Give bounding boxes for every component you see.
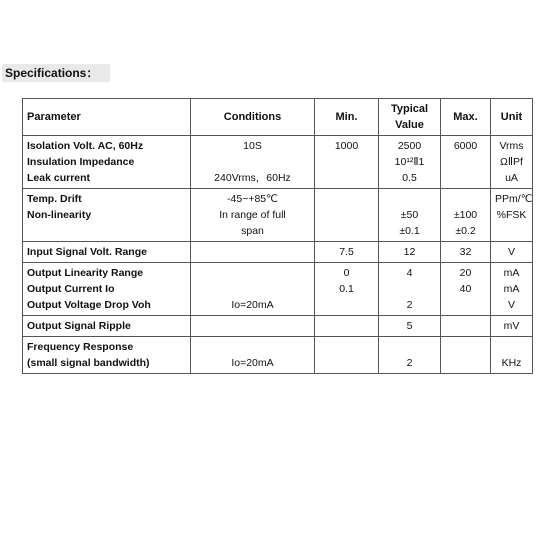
empty-line xyxy=(495,223,528,239)
parameter-line: Insulation Impedance xyxy=(27,156,135,168)
cell-conditions xyxy=(191,242,315,263)
cell-unit xyxy=(491,189,533,242)
cell-unit xyxy=(491,263,533,316)
cell-max xyxy=(441,136,491,189)
min-line: 0.1 xyxy=(339,283,354,295)
cell-conditions xyxy=(191,136,315,189)
empty-line xyxy=(195,318,310,334)
unit-line: V xyxy=(507,299,515,311)
conditions-line: -45~+85℃ xyxy=(227,193,278,205)
typical-line: 0.5 xyxy=(402,172,417,184)
unit-line: KHz xyxy=(501,357,522,369)
table-row xyxy=(23,316,533,337)
empty-line xyxy=(445,154,486,170)
unit-line: %FSK xyxy=(496,209,527,221)
header-unit: Unit xyxy=(491,99,533,136)
max-line: 20 xyxy=(459,267,472,279)
header-min: Min. xyxy=(315,99,379,136)
empty-line xyxy=(445,355,486,371)
parameter-line: Non-linearity xyxy=(27,209,92,221)
cell-parameter xyxy=(23,242,191,263)
parameter-line: Output Signal Ripple xyxy=(27,320,131,332)
empty-line xyxy=(319,207,374,223)
cell-min xyxy=(315,136,379,189)
unit-line: Vrms xyxy=(499,140,524,152)
cell-max xyxy=(441,337,491,374)
empty-line xyxy=(495,339,528,355)
cell-typical xyxy=(379,242,441,263)
cell-parameter xyxy=(23,189,191,242)
empty-line xyxy=(445,318,486,334)
empty-line xyxy=(383,339,436,355)
cell-typical xyxy=(379,337,441,374)
cell-typical xyxy=(379,189,441,242)
table-body xyxy=(23,136,533,374)
unit-line: PPm/℃ xyxy=(495,193,533,205)
typical-line: ±0.1 xyxy=(399,225,420,237)
cell-conditions xyxy=(191,189,315,242)
min-line: 7.5 xyxy=(339,246,354,258)
empty-line xyxy=(445,297,486,313)
conditions-line: span xyxy=(241,225,264,237)
max-line: ±100 xyxy=(453,209,478,221)
empty-line xyxy=(319,318,374,334)
parameter-line: Output Voltage Drop Voh xyxy=(27,299,151,311)
empty-line xyxy=(383,281,436,297)
conditions-line: Io=20mA xyxy=(231,357,274,369)
specifications-table xyxy=(22,98,533,374)
cell-parameter xyxy=(23,263,191,316)
empty-line xyxy=(319,191,374,207)
cell-conditions xyxy=(191,337,315,374)
cell-min xyxy=(315,242,379,263)
max-line: 32 xyxy=(459,246,472,258)
typical-line: 5 xyxy=(406,320,413,332)
cell-max xyxy=(441,316,491,337)
conditions-line: In range of full xyxy=(219,209,286,221)
header-typical xyxy=(379,99,441,136)
empty-line xyxy=(195,244,310,260)
cell-unit xyxy=(491,316,533,337)
max-line: 40 xyxy=(459,283,472,295)
max-line: 6000 xyxy=(453,140,478,152)
cell-unit xyxy=(491,242,533,263)
empty-line xyxy=(445,170,486,186)
cell-max xyxy=(441,263,491,316)
typical-line: 2500 xyxy=(397,140,422,152)
table-row xyxy=(23,189,533,242)
unit-line: ΩⅡPf xyxy=(500,156,523,168)
parameter-line: (small signal bandwidth) xyxy=(27,357,150,369)
unit-line: uA xyxy=(505,172,518,184)
parameter-line: Temp. Drift xyxy=(27,193,82,205)
cell-unit xyxy=(491,136,533,189)
table-header-row xyxy=(23,99,533,136)
empty-line xyxy=(445,339,486,355)
page-title: Specifications： xyxy=(2,64,110,82)
cell-conditions xyxy=(191,263,315,316)
min-line: 1000 xyxy=(334,140,359,152)
cell-typical xyxy=(379,263,441,316)
table-row xyxy=(23,263,533,316)
typical-line: ±50 xyxy=(400,209,419,221)
header-conditions: Conditions xyxy=(191,99,315,136)
cell-parameter xyxy=(23,136,191,189)
cell-unit xyxy=(491,337,533,374)
empty-line xyxy=(195,339,310,355)
table-row xyxy=(23,242,533,263)
empty-line xyxy=(195,265,310,281)
typical-line: 2 xyxy=(406,299,413,311)
cell-typical xyxy=(379,136,441,189)
empty-line xyxy=(319,297,374,313)
empty-line xyxy=(319,154,374,170)
parameter-line: Leak current xyxy=(27,172,91,184)
cell-min xyxy=(315,263,379,316)
typical-line: 12 xyxy=(403,246,416,258)
header-max: Max. xyxy=(441,99,491,136)
cell-parameter xyxy=(23,316,191,337)
min-line: 0 xyxy=(343,267,350,279)
empty-line xyxy=(27,223,186,239)
empty-line xyxy=(383,191,436,207)
cell-conditions xyxy=(191,316,315,337)
cell-min xyxy=(315,337,379,374)
parameter-line: Output Current Io xyxy=(27,283,115,295)
max-line: ±0.2 xyxy=(455,225,476,237)
empty-line xyxy=(195,281,310,297)
empty-line xyxy=(445,191,486,207)
cell-min xyxy=(315,189,379,242)
parameter-line: Frequency Response xyxy=(27,341,134,353)
conditions-line: Io=20mA xyxy=(231,299,274,311)
typical-line: 4 xyxy=(406,267,413,279)
empty-line xyxy=(319,170,374,186)
conditions-line: 240Vrms，60Hz xyxy=(214,172,291,184)
header-typical-line1: Typical xyxy=(390,103,429,115)
typical-line: 10¹²Ⅱ1 xyxy=(394,156,425,168)
empty-line xyxy=(319,339,374,355)
cell-max xyxy=(441,242,491,263)
table-row xyxy=(23,337,533,374)
parameter-line: Output Linearity Range xyxy=(27,267,144,279)
empty-line xyxy=(195,154,310,170)
table-row xyxy=(23,136,533,189)
cell-parameter xyxy=(23,337,191,374)
header-typical-line2: Value xyxy=(395,119,424,131)
cell-typical xyxy=(379,316,441,337)
unit-line: V xyxy=(507,246,515,258)
parameter-line: Input Signal Volt. Range xyxy=(27,246,147,258)
cell-min xyxy=(315,316,379,337)
conditions-line: 10S xyxy=(243,140,262,152)
empty-line xyxy=(319,223,374,239)
unit-line: mA xyxy=(503,267,520,279)
parameter-line: Isolation Volt. AC, 60Hz xyxy=(27,140,144,152)
unit-line: mV xyxy=(503,320,520,332)
header-parameter: Parameter xyxy=(23,99,191,136)
unit-line: mA xyxy=(503,283,520,295)
empty-line xyxy=(319,355,374,371)
cell-max xyxy=(441,189,491,242)
typical-line: 2 xyxy=(406,357,413,369)
